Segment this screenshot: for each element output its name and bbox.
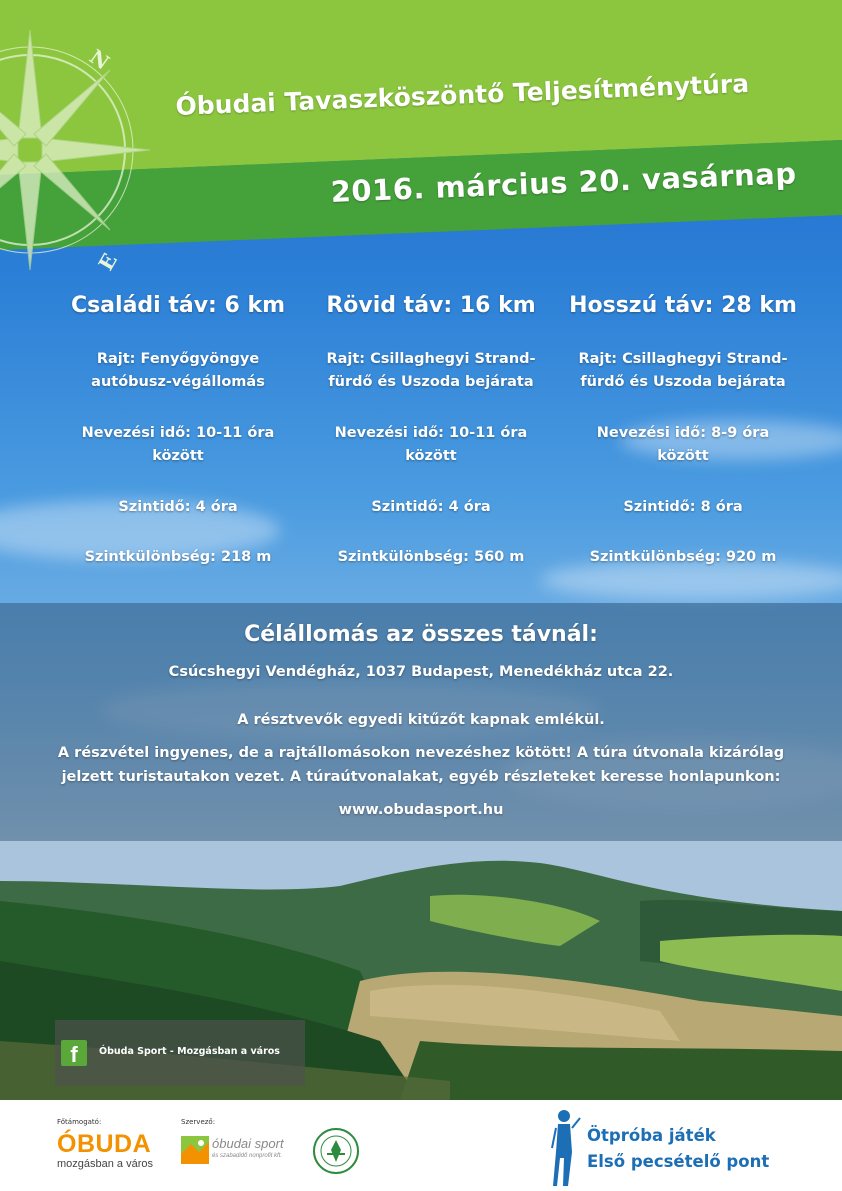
info-line: jelzett turistautakon vezet. A túraútvonalakat, egyéb részleteket keresse honlapunkon: [61,769,781,785]
route-title: Családi táv: 6 km [70,293,286,318]
route-start: Rajt: Csillaghegyi Strand- [326,351,536,367]
route-registration: között [405,448,457,464]
route-elevation: Szintkülönbség: 920 m [589,549,777,565]
route-registration: Nevezési idő: 10-11 óra [334,425,528,441]
organizer-sub: és szabadidő nonprofit kft. [212,1153,283,1159]
page-title: Óbudai Tavaszköszöntő Teljesítménytúra [175,68,750,121]
route-registration: Nevezési idő: 10-11 óra [81,425,275,441]
route-start: fürdő és Uszoda bejárata [328,374,534,390]
main-sponsor-label: Főtámogató: [57,1118,102,1126]
route-column-family [53,290,303,569]
route-registration: között [657,448,709,464]
info-line: A részvétel ingyenes, de a rajtállomásokon nevezéshez kötött! A túra útvonala kizárólag [57,745,785,761]
footer [0,1100,842,1191]
organizer-label: Szervező: [181,1118,216,1126]
website-link[interactable]: www.obudasport.hu [338,802,504,818]
route-time-limit: Szintidő: 4 óra [371,499,491,515]
facebook-icon: f [61,1040,87,1066]
otproba-line1: Ötpróba játék [587,1126,716,1145]
route-time-limit: Szintidő: 4 óra [118,499,238,515]
finish-heading: Célállomás az összes távnál: [244,622,598,647]
route-column-short [306,290,556,569]
organizer-name: óbudai sport [212,1136,284,1151]
facebook-banner[interactable] [55,1020,305,1086]
route-title: Hosszú táv: 28 km [569,293,797,318]
compass-rose-icon [0,10,210,300]
organizer-logo-icon [181,1136,209,1164]
route-start: Rajt: Fenyőgyöngye [96,351,260,367]
route-elevation: Szintkülönbség: 218 m [84,549,272,565]
otproba-line2: Első pecsételő pont [587,1152,770,1171]
compass-letter-e: E [93,249,122,275]
route-time-limit: Szintidő: 8 óra [623,499,743,515]
finish-address: Csúcshegyi Vendégház, 1037 Budapest, Menedékház utca 22. [168,664,674,680]
hiker-icon [546,1108,582,1188]
route-start: autóbusz-végállomás [91,374,265,390]
obuda-tagline: mozgásban a város [57,1158,153,1170]
route-registration: között [152,448,204,464]
route-column-long [558,290,808,569]
route-title: Rövid táv: 16 km [326,293,536,318]
event-date: 2016. március 20. vasárnap [330,156,798,209]
route-registration: Nevezési idő: 8-9 óra [596,425,770,441]
obuda-logo: ÓBUDA [57,1130,152,1158]
route-elevation: Szintkülönbség: 560 m [337,549,525,565]
compass-letter-n: N [85,44,114,75]
badge-note: A résztvevők egyedi kitűzőt kapnak emlékül. [237,712,605,728]
route-start: Rajt: Csillaghegyi Strand- [578,351,788,367]
seal-emblem-icon [313,1128,359,1174]
route-start: fürdő és Uszoda bejárata [580,374,786,390]
facebook-label: Óbuda Sport - Mozgásban a város [99,1046,280,1057]
